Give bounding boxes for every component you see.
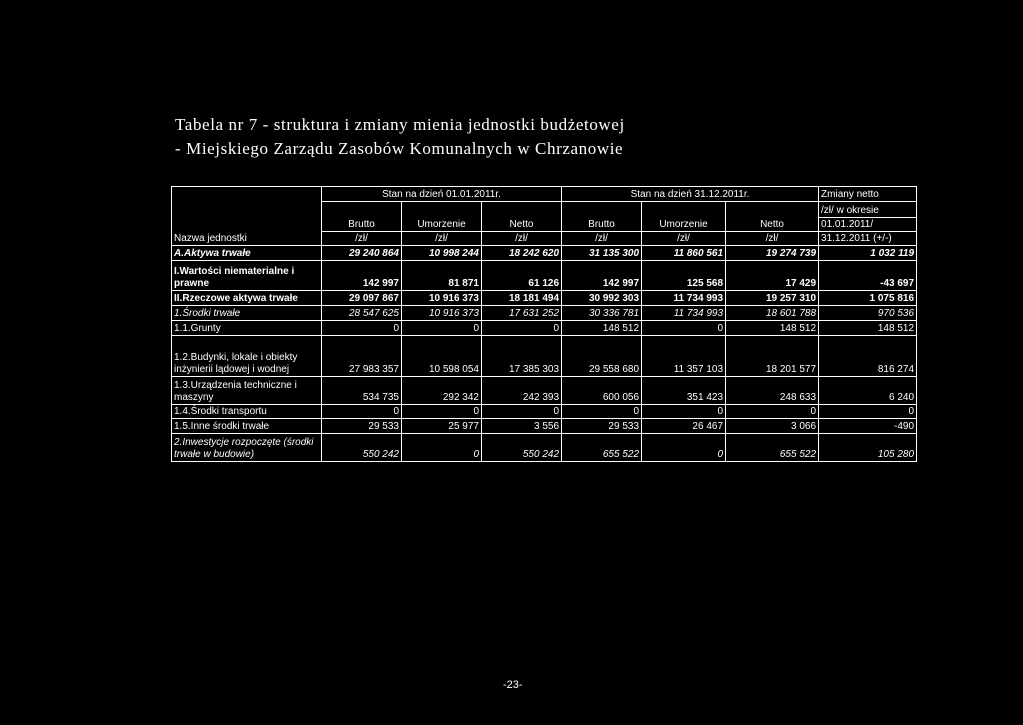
cell-value: 0	[642, 321, 726, 336]
table-row	[172, 434, 917, 462]
cell-value: 0	[402, 321, 482, 336]
header-changes-l3: 01.01.2011/	[819, 218, 917, 232]
header-group-end: Stan na dzień 31.12.2011r.	[562, 187, 819, 202]
cell-value: 29 240 864	[322, 246, 402, 261]
header-changes-l4: 31.12.2011 (+/-)	[819, 232, 917, 246]
cell-value: 655 522	[562, 434, 642, 462]
cell-value: 29 558 680	[562, 336, 642, 377]
cell-value: 970 536	[819, 306, 917, 321]
table-row	[172, 419, 917, 434]
cell-value: 30 336 781	[562, 306, 642, 321]
cell-value: 3 066	[726, 419, 819, 434]
cell-value: 0	[562, 405, 642, 419]
header-unit: /zł/	[322, 232, 402, 246]
cell-value: 6 240	[819, 377, 917, 405]
table-row	[172, 246, 917, 261]
cell-value: 18 242 620	[482, 246, 562, 261]
cell-value: 0	[322, 405, 402, 419]
cell-value: 600 056	[562, 377, 642, 405]
header-unit: /zł/	[402, 232, 482, 246]
cell-value: 25 977	[402, 419, 482, 434]
cell-value: 31 135 300	[562, 246, 642, 261]
row-name: 1.1.Grunty	[172, 321, 322, 336]
row-name: 1.2.Budynki, lokale i obiekty inżynierii lądowej i wodnej	[172, 336, 322, 377]
table-row	[172, 377, 917, 405]
cell-value: 29 533	[322, 419, 402, 434]
header-netto-1: Netto	[482, 202, 562, 232]
header-group-start: Stan na dzień 01.01.2011r.	[322, 187, 562, 202]
row-name: II.Rzeczowe aktywa trwałe	[172, 291, 322, 306]
cell-value: -490	[819, 419, 917, 434]
cell-value: 351 423	[642, 377, 726, 405]
cell-value: 29 533	[562, 419, 642, 434]
cell-value: 1 075 816	[819, 291, 917, 306]
header-brutto-1: Brutto	[322, 202, 402, 232]
cell-value: 655 522	[726, 434, 819, 462]
cell-value: 1 032 119	[819, 246, 917, 261]
cell-value: 18 601 788	[726, 306, 819, 321]
row-name: 1.3.Urządzenia techniczne i maszyny	[172, 377, 322, 405]
cell-value: 0	[642, 434, 726, 462]
cell-value: 0	[819, 405, 917, 419]
header-brutto-2: Brutto	[562, 202, 642, 232]
header-unit: /zł/	[642, 232, 726, 246]
cell-value: 17 429	[726, 261, 819, 291]
cell-value: 534 735	[322, 377, 402, 405]
cell-value: 0	[482, 405, 562, 419]
table-row	[172, 306, 917, 321]
cell-value: 105 280	[819, 434, 917, 462]
cell-value: 81 871	[402, 261, 482, 291]
header-changes-l1: Zmiany netto	[819, 187, 917, 202]
cell-value: 18 201 577	[726, 336, 819, 377]
row-name: 1.5.Inne środki trwałe	[172, 419, 322, 434]
header-unit: /zł/	[482, 232, 562, 246]
header-unit: /zł/	[562, 232, 642, 246]
header-changes-l2: /zł/ w okresie	[819, 202, 917, 218]
table-row	[172, 261, 917, 291]
cell-value: 148 512	[726, 321, 819, 336]
row-name: 1.Środki trwałe	[172, 306, 322, 321]
table-title-line2: - Miejskiego Zarządu Zasobów Komunalnych w Chrzanowie	[175, 139, 624, 158]
cell-value: 19 257 310	[726, 291, 819, 306]
cell-value: 816 274	[819, 336, 917, 377]
assets-table	[171, 186, 917, 462]
cell-value: 3 556	[482, 419, 562, 434]
table-row	[172, 405, 917, 419]
row-name: 2.Inwestycje rozpoczęte (środki trwałe w budowie)	[172, 434, 322, 462]
cell-value: 550 242	[482, 434, 562, 462]
table-row	[172, 336, 917, 377]
table-title-line1: Tabela nr 7 - struktura i zmiany mienia jednostki budżetowej	[175, 115, 625, 134]
cell-value: 11 734 993	[642, 306, 726, 321]
header-umorzenie-2: Umorzenie	[642, 202, 726, 232]
cell-value: 10 916 373	[402, 306, 482, 321]
cell-value: 0	[642, 405, 726, 419]
cell-value: 550 242	[322, 434, 402, 462]
cell-value: 11 357 103	[642, 336, 726, 377]
cell-value: 0	[726, 405, 819, 419]
cell-value: 292 342	[402, 377, 482, 405]
cell-value: 248 633	[726, 377, 819, 405]
cell-value: 27 983 357	[322, 336, 402, 377]
table-row	[172, 321, 917, 336]
cell-value: 10 998 244	[402, 246, 482, 261]
header-umorzenie-1: Umorzenie	[402, 202, 482, 232]
table-row	[172, 291, 917, 306]
cell-value: 0	[402, 434, 482, 462]
cell-value: 26 467	[642, 419, 726, 434]
page-number: -23-	[503, 679, 523, 691]
cell-value: 28 547 625	[322, 306, 402, 321]
cell-value: 242 393	[482, 377, 562, 405]
cell-value: 29 097 867	[322, 291, 402, 306]
cell-value: 18 181 494	[482, 291, 562, 306]
header-name-cell	[172, 187, 322, 246]
cell-value: 19 274 739	[726, 246, 819, 261]
cell-value: 17 385 303	[482, 336, 562, 377]
cell-value: 0	[482, 321, 562, 336]
cell-value: 142 997	[322, 261, 402, 291]
cell-value: -43 697	[819, 261, 917, 291]
header-name: Nazwa jednostki	[174, 233, 247, 244]
header-netto-2: Netto	[726, 202, 819, 232]
cell-value: 0	[322, 321, 402, 336]
cell-value: 10 598 054	[402, 336, 482, 377]
cell-value: 125 568	[642, 261, 726, 291]
cell-value: 17 631 252	[482, 306, 562, 321]
cell-value: 142 997	[562, 261, 642, 291]
cell-value: 61 126	[482, 261, 562, 291]
cell-value: 148 512	[819, 321, 917, 336]
header-unit: /zł/	[726, 232, 819, 246]
cell-value: 11 734 993	[642, 291, 726, 306]
row-name: A.Aktywa trwałe	[172, 246, 322, 261]
row-name: I.Wartości niematerialne i prawne	[172, 261, 322, 291]
cell-value: 11 860 561	[642, 246, 726, 261]
cell-value: 10 916 373	[402, 291, 482, 306]
row-name: 1.4.Środki transportu	[172, 405, 322, 419]
cell-value: 0	[402, 405, 482, 419]
cell-value: 30 992 303	[562, 291, 642, 306]
cell-value: 148 512	[562, 321, 642, 336]
